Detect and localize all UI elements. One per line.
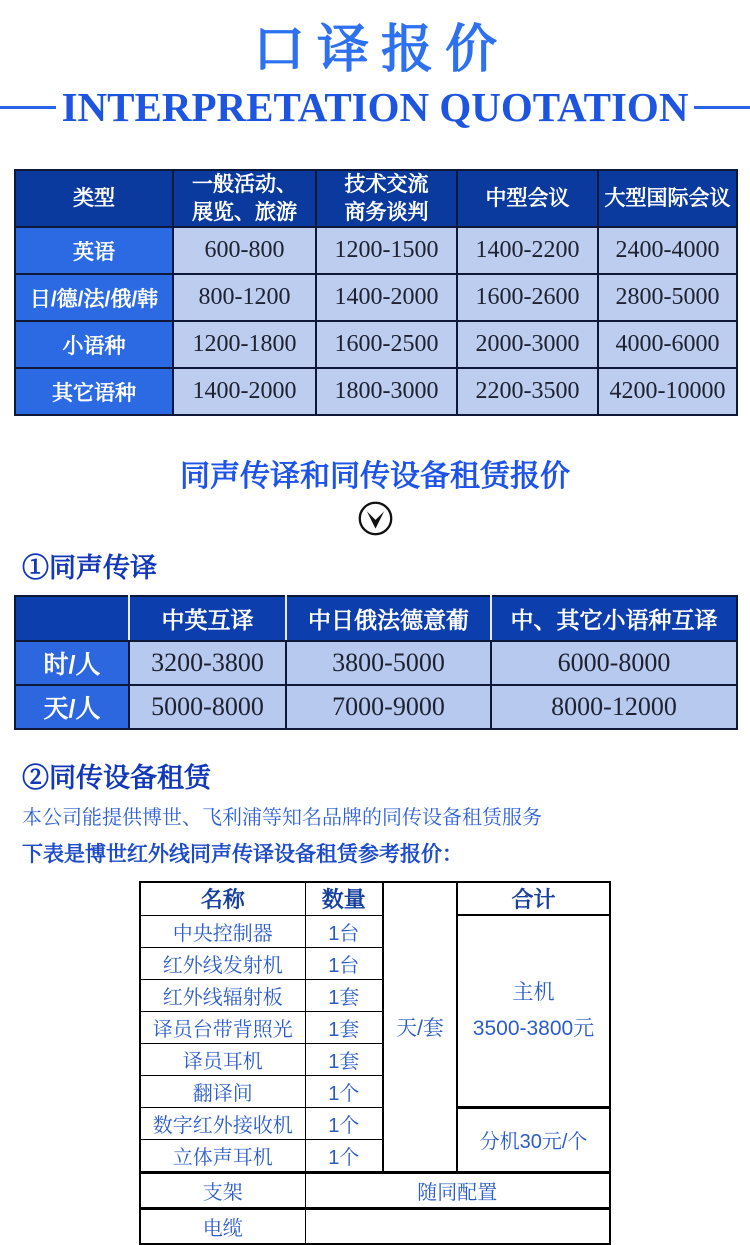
subtitle-right-line bbox=[694, 106, 750, 109]
main-unit-price: 3500-3800元 bbox=[472, 1016, 595, 1040]
row-label: 日/德/法/俄/韩 bbox=[15, 274, 173, 321]
subtitle-left-line bbox=[0, 106, 56, 109]
col-header-tech-line2: 商务谈判 bbox=[344, 200, 429, 224]
equipment-name: 立体声耳机 bbox=[140, 1139, 305, 1172]
price-cell: 2200-3500 bbox=[457, 368, 598, 415]
table-row-english bbox=[15, 227, 737, 274]
equipment-name: 红外线发射机 bbox=[140, 947, 305, 979]
equipment-qty: 1套 bbox=[305, 1011, 383, 1043]
interpretation-quotation-table bbox=[14, 169, 738, 416]
col-header-large-conference: 大型国际会议 bbox=[598, 170, 737, 227]
row-label: 天/人 bbox=[15, 685, 129, 729]
equipment-qty: 1套 bbox=[305, 979, 383, 1011]
col-header-cn-minor: 中、其它小语种互译 bbox=[491, 596, 737, 641]
price-cell: 3200-3800 bbox=[129, 641, 286, 685]
price-cell: 5000-8000 bbox=[129, 685, 286, 729]
unit-per-day-set-cell: 天/套 bbox=[383, 882, 457, 1172]
col-header-name: 名称 bbox=[140, 882, 305, 915]
equipment-qty: 1个 bbox=[305, 1107, 383, 1139]
simultaneous-interpretation-table bbox=[14, 595, 738, 730]
page-subtitle-row bbox=[0, 83, 750, 131]
table-header-row bbox=[15, 596, 737, 641]
table-row-jp-de-fr-ru-kr bbox=[15, 274, 737, 321]
table-header-row bbox=[15, 170, 737, 227]
price-cell: 2000-3000 bbox=[457, 321, 598, 368]
equipment-name: 数字红外接收机 bbox=[140, 1107, 305, 1139]
equipment-name: 译员耳机 bbox=[140, 1043, 305, 1075]
col-header-tech-line1: 技术交流 bbox=[344, 173, 429, 197]
row-label: 时/人 bbox=[15, 641, 129, 685]
col-header-total: 合计 bbox=[457, 882, 610, 915]
price-cell: 2800-5000 bbox=[598, 274, 737, 321]
stand-name: 支架 bbox=[140, 1172, 305, 1208]
equipment-table-caption: 下表是博世红外线同声传译设备租赁参考报价： bbox=[22, 843, 463, 866]
equipment-qty: 1台 bbox=[305, 915, 383, 947]
price-cell: 2400-4000 bbox=[598, 227, 737, 274]
equipment-qty: 1台 bbox=[305, 947, 383, 979]
stand-value: 随同配置 bbox=[305, 1172, 610, 1208]
col-header-cn-en: 中英互译 bbox=[129, 596, 286, 641]
equipment-row bbox=[140, 1107, 610, 1139]
equipment-name: 中央控制器 bbox=[140, 915, 305, 947]
col-header-cn-multi: 中日俄法德意葡 bbox=[286, 596, 491, 641]
col-header-type: 类型 bbox=[15, 170, 173, 227]
col-header-medium-conference: 中型会议 bbox=[457, 170, 598, 227]
col-header-tech bbox=[316, 170, 457, 227]
price-cell: 1800-3000 bbox=[316, 368, 457, 415]
equipment-name: 翻译间 bbox=[140, 1075, 305, 1107]
corner-cell bbox=[15, 596, 129, 641]
equipment-qty: 1套 bbox=[305, 1043, 383, 1075]
col-header-qty: 数量 bbox=[305, 882, 383, 915]
price-cell: 6000-8000 bbox=[491, 641, 737, 685]
price-cell: 1600-2500 bbox=[316, 321, 457, 368]
circled-down-arrow-icon bbox=[357, 500, 394, 537]
heading-equipment-rental: ②同传设备租赁 bbox=[22, 763, 211, 793]
page-title: 口译报价 bbox=[252, 21, 509, 79]
col-header-general-line1: 一般活动、 bbox=[192, 173, 297, 197]
price-cell: 3800-5000 bbox=[286, 641, 491, 685]
col-header-general-line2: 展览、旅游 bbox=[192, 200, 297, 224]
price-cell: 4200-10000 bbox=[598, 368, 737, 415]
cable-row bbox=[140, 1208, 610, 1244]
stand-row bbox=[140, 1172, 610, 1208]
heading-simultaneous-interpretation: ①同声传译 bbox=[22, 553, 157, 583]
table-row-per-day bbox=[15, 685, 737, 729]
equipment-qty: 1个 bbox=[305, 1075, 383, 1107]
row-label: 英语 bbox=[15, 227, 173, 274]
page-subtitle: INTERPRETATION QUOTATION bbox=[61, 84, 689, 130]
col-header-general bbox=[173, 170, 316, 227]
equipment-intro-text: 本公司能提供博世、飞利浦等知名品牌的同传设备租赁服务 bbox=[22, 807, 542, 829]
cable-value bbox=[305, 1208, 610, 1244]
arrow-container bbox=[0, 500, 750, 540]
price-cell: 1200-1800 bbox=[173, 321, 316, 368]
equipment-qty: 1个 bbox=[305, 1139, 383, 1172]
cable-name: 电缆 bbox=[140, 1208, 305, 1244]
table-row-other-languages bbox=[15, 368, 737, 415]
price-cell: 1400-2000 bbox=[316, 274, 457, 321]
row-label: 其它语种 bbox=[15, 368, 173, 415]
main-unit-price-cell bbox=[457, 915, 610, 1107]
section-title-simultaneous: 同声传译和同传设备租赁报价 bbox=[180, 460, 570, 493]
price-cell: 1400-2000 bbox=[173, 368, 316, 415]
row-label: 小语种 bbox=[15, 321, 173, 368]
equipment-name: 译员台带背照光 bbox=[140, 1011, 305, 1043]
price-cell: 1400-2200 bbox=[457, 227, 598, 274]
equipment-row bbox=[140, 915, 610, 947]
price-cell: 7000-9000 bbox=[286, 685, 491, 729]
price-cell: 8000-12000 bbox=[491, 685, 737, 729]
price-cell: 4000-6000 bbox=[598, 321, 737, 368]
equipment-name: 红外线辐射板 bbox=[140, 979, 305, 1011]
table-row-minor-languages bbox=[15, 321, 737, 368]
table-row-per-hour bbox=[15, 641, 737, 685]
price-cell: 1200-1500 bbox=[316, 227, 457, 274]
table-header-row bbox=[140, 882, 610, 915]
sub-unit-price-cell: 分机30元/个 bbox=[457, 1107, 610, 1172]
main-unit-label: 主机 bbox=[512, 981, 555, 1005]
equipment-rental-table bbox=[139, 881, 611, 1245]
price-cell: 1600-2600 bbox=[457, 274, 598, 321]
price-cell: 600-800 bbox=[173, 227, 316, 274]
price-cell: 800-1200 bbox=[173, 274, 316, 321]
